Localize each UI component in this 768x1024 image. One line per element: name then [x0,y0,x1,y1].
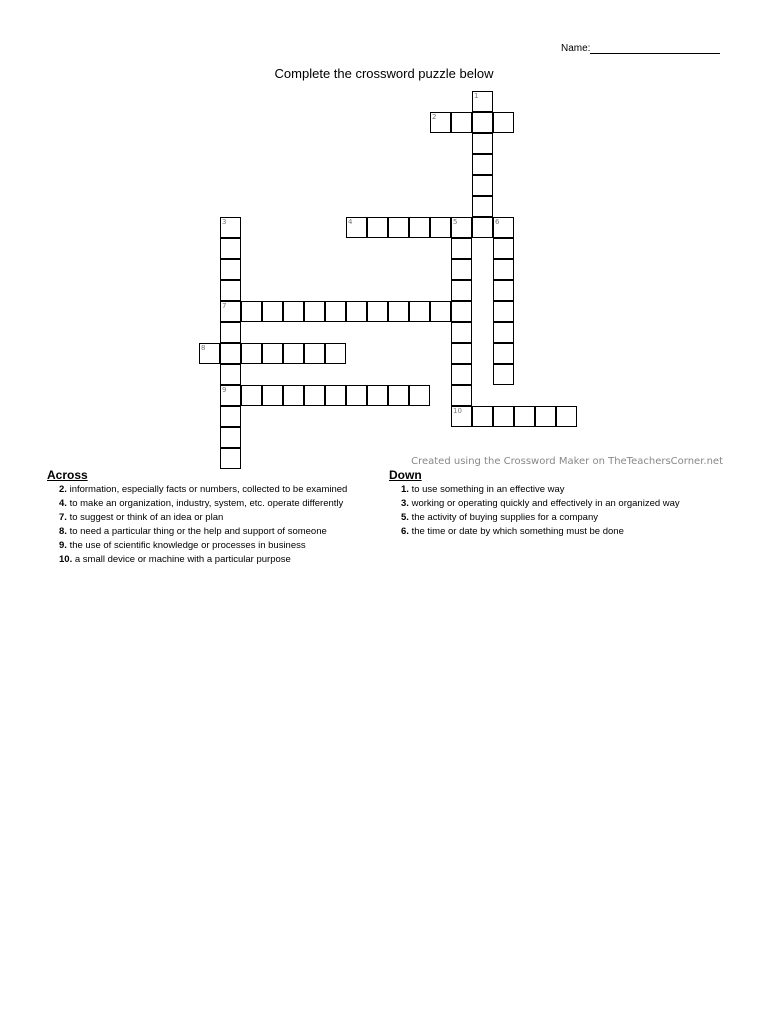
grid-cell[interactable] [346,217,367,238]
grid-cell[interactable] [493,217,514,238]
grid-cell[interactable] [367,217,388,238]
grid-cell[interactable] [220,238,241,259]
grid-cell[interactable] [220,301,241,322]
grid-cell[interactable] [241,301,262,322]
grid-cell[interactable] [220,364,241,385]
grid-cell[interactable] [472,154,493,175]
grid-cell[interactable] [451,259,472,280]
name-label: Name: [561,43,591,54]
grid-cell[interactable] [514,406,535,427]
grid-cell[interactable] [220,385,241,406]
clue-number: 3. [401,498,409,509]
cell-number: 9 [222,386,227,394]
clue-text: the time or date by which something must be done [408,526,624,537]
clue-item [59,526,382,537]
clue-number: 9. [59,540,67,551]
clue-number: 1. [401,484,409,495]
grid-cell[interactable] [493,238,514,259]
grid-cell[interactable] [451,217,472,238]
down-clues [389,468,729,540]
grid-cell[interactable] [325,343,346,364]
grid-cell[interactable] [199,343,220,364]
cell-number: 2 [432,113,437,121]
grid-cell[interactable] [472,175,493,196]
clue-item [59,512,382,523]
crossword-grid [0,0,768,460]
grid-cell[interactable] [472,133,493,154]
grid-cell[interactable] [493,112,514,133]
grid-cell[interactable] [451,343,472,364]
grid-cell[interactable] [388,385,409,406]
grid-cell[interactable] [451,364,472,385]
grid-cell[interactable] [220,343,241,364]
grid-cell[interactable] [388,301,409,322]
grid-cell[interactable] [409,301,430,322]
grid-cell[interactable] [493,343,514,364]
clue-text: to need a particular thing or the help and support of someone [66,526,327,537]
grid-cell[interactable] [535,406,556,427]
clue-number: 7. [59,512,67,523]
grid-cell[interactable] [346,301,367,322]
clue-item [401,498,729,509]
across-clues [47,468,382,568]
grid-cell[interactable] [283,343,304,364]
grid-cell[interactable] [493,406,514,427]
grid-cell[interactable] [472,196,493,217]
credit-text: Created using the Crossword Maker on TheTeachersCorner.net [411,456,723,467]
clue-item [401,526,729,537]
clue-number: 5. [401,512,409,523]
grid-cell[interactable] [283,301,304,322]
grid-cell[interactable] [220,217,241,238]
grid-cell[interactable] [262,385,283,406]
down-heading: Down [389,468,422,482]
grid-cell[interactable] [220,322,241,343]
clue-number: 10. [59,554,73,565]
grid-cell[interactable] [283,385,304,406]
cell-number: 6 [495,218,500,226]
clue-text: a small device or machine with a particular purpose [72,554,291,565]
cell-number: 3 [222,218,227,226]
grid-cell[interactable] [325,385,346,406]
clue-text: information, especially facts or numbers, collected to be examined [66,484,348,495]
clue-item [59,484,382,495]
clue-number: 4. [59,498,67,509]
grid-cell[interactable] [241,343,262,364]
grid-cell[interactable] [304,385,325,406]
grid-cell[interactable] [556,406,577,427]
clue-item [59,498,382,509]
grid-cell[interactable] [451,280,472,301]
grid-cell[interactable] [451,301,472,322]
grid-cell[interactable] [220,259,241,280]
grid-cell[interactable] [451,238,472,259]
cell-number: 10 [453,407,462,415]
clue-text: to use something in an effective way [408,484,565,495]
clue-number: 8. [59,526,67,537]
grid-cell[interactable] [346,385,367,406]
grid-cell[interactable] [472,112,493,133]
clue-number: 2. [59,484,67,495]
grid-cell[interactable] [367,301,388,322]
cell-number: 1 [474,92,479,100]
grid-cell[interactable] [472,406,493,427]
cell-number: 5 [453,218,458,226]
grid-cell[interactable] [451,385,472,406]
grid-cell[interactable] [262,301,283,322]
grid-cell[interactable] [430,112,451,133]
grid-cell[interactable] [262,343,283,364]
grid-cell[interactable] [451,112,472,133]
grid-cell[interactable] [451,322,472,343]
grid-cell[interactable] [430,217,451,238]
clue-text: the use of scientific knowledge or processes in business [66,540,306,551]
grid-cell[interactable] [220,427,241,448]
clue-item [401,512,729,523]
clue-item [59,554,382,565]
grid-cell[interactable] [472,217,493,238]
grid-cell[interactable] [409,385,430,406]
grid-cell[interactable] [493,364,514,385]
grid-cell[interactable] [367,385,388,406]
grid-cell[interactable] [388,217,409,238]
cell-number: 8 [201,344,206,352]
clue-text: working or operating quickly and effectively in an organized way [408,498,680,509]
cell-number: 7 [222,302,227,310]
grid-cell[interactable] [220,406,241,427]
across-heading: Across [47,468,88,482]
grid-cell[interactable] [409,217,430,238]
grid-cell[interactable] [304,343,325,364]
grid-cell[interactable] [493,322,514,343]
grid-cell[interactable] [325,301,346,322]
clue-text: the activity of buying supplies for a company [408,512,598,523]
grid-cell[interactable] [493,280,514,301]
grid-cell[interactable] [493,301,514,322]
clue-text: to suggest or think of an idea or plan [66,512,224,523]
grid-cell[interactable] [220,448,241,469]
cell-number: 4 [348,218,353,226]
page-title: Complete the crossword puzzle below [274,66,494,81]
clue-item [401,484,729,495]
grid-cell[interactable] [241,385,262,406]
grid-cell[interactable] [430,301,451,322]
grid-cell[interactable] [220,280,241,301]
grid-cell[interactable] [472,91,493,112]
grid-cell[interactable] [451,406,472,427]
clue-text: to make an organization, industry, system, etc. operate differently [66,498,344,509]
clue-item [59,540,382,551]
clue-number: 6. [401,526,409,537]
grid-cell[interactable] [493,259,514,280]
grid-cell[interactable] [304,301,325,322]
